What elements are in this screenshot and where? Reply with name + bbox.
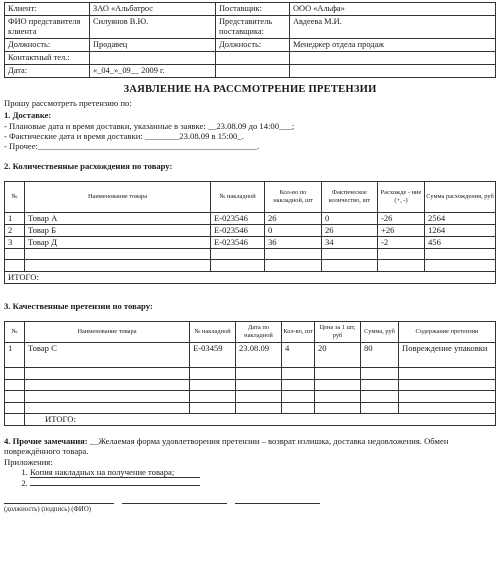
col-invoice-qty: Кол-во по накладной, шт	[265, 181, 322, 212]
attachments-list	[4, 467, 496, 489]
section3-heading: 3. Качественные претензии по товару:	[4, 300, 153, 311]
table-row: 3 Товар Д Е-023546 36 34 -2 456	[5, 236, 496, 248]
q-col-invoice: № накладной	[190, 322, 236, 343]
q-col-date: Дата по накладной	[236, 322, 282, 343]
signature-lines	[4, 503, 496, 504]
name-line	[235, 503, 320, 504]
quality-table	[4, 321, 496, 426]
date-label: Дата:	[5, 65, 90, 78]
q-col-price: Цена за 1 шт, руб	[315, 322, 361, 343]
col-invoice: № накладной	[211, 181, 265, 212]
supplier-label: Поставщик:	[216, 3, 290, 16]
col-number: №	[5, 181, 25, 212]
list-item	[30, 478, 496, 488]
position2-value: Менеджер отдела продаж	[290, 39, 496, 52]
q-col-qty: Кол-во, шт	[282, 322, 315, 343]
date-value: «_04_»_09__ 2009 г.	[90, 65, 216, 78]
position-line	[4, 503, 114, 504]
section1-line2: - Фактические дата и время доставки: ________23.08.09 в 15:00_.	[4, 130, 244, 141]
phone-label: Контактный тел.:	[5, 52, 90, 65]
q-col-sum: Сумма, руб	[361, 322, 399, 343]
table-row: 1 Товар А Е-023546 26 0 -26 2564	[5, 212, 496, 224]
table-row: 2 Товар Б Е-023546 0 26 +26 1264	[5, 224, 496, 236]
supplier-rep-label: Представитель поставщика:	[216, 16, 290, 39]
client-value: ЗАО «Альбатрос	[90, 3, 216, 16]
section1-line3: - Прочее:___________________________________________________.	[4, 141, 260, 152]
supplier-rep-value: Авдеева М.И.	[290, 16, 496, 39]
q-col-claim: Содержание претензии	[399, 322, 496, 343]
section2-heading: 2. Количественные расхождения по товару:	[4, 161, 173, 172]
section4-block	[4, 436, 496, 457]
table-row: 1 Товар С Е-03459 23.08.09 4 20 80 Повреждение упаковки	[5, 343, 496, 368]
q-total-label: ИТОГО:	[25, 414, 496, 426]
section1-heading: 1. Доставке:	[4, 110, 52, 121]
section4-heading: 4. Прочие замечания:	[4, 436, 88, 447]
col-difference: Расхожде - ние (+, -)	[378, 181, 425, 212]
position-label: Должность:	[5, 39, 90, 52]
header-table	[4, 2, 496, 78]
col-diff-sum: Сумма расхождения, руб	[425, 181, 496, 212]
total-row	[5, 271, 496, 283]
table-row	[5, 368, 496, 380]
client-rep-label: ФИО представителя клиента	[5, 16, 90, 39]
section1-line1: - Плановые дата и время доставки, указанные в заявке: __23.08.09 до 14:00___;	[4, 120, 295, 131]
total-label: ИТОГО:	[5, 271, 496, 283]
total-row	[5, 414, 496, 426]
document-title: ЗАЯВЛЕНИЕ НА РАССМОТРЕНИЕ ПРЕТЕНЗИИ	[123, 84, 377, 95]
col-actual-qty: Фактическое количество, шт	[322, 181, 378, 212]
signature-line	[122, 503, 227, 504]
table-row	[5, 260, 496, 272]
supplier-value: ООО «Альфа»	[290, 3, 496, 16]
phone2-value	[290, 52, 496, 65]
table-row	[5, 248, 496, 260]
q-col-product: Наименование товара	[25, 322, 190, 343]
signature-caption: (должность) (подпись) (ФИО)	[4, 505, 92, 513]
table-row	[5, 402, 496, 414]
table-row	[5, 379, 496, 391]
quantity-table	[4, 181, 496, 284]
phone-value	[90, 52, 216, 65]
position2-label: Должность:	[216, 39, 290, 52]
list-item: 1. Копия накладных на получение товара;	[30, 467, 496, 478]
table-row	[5, 391, 496, 403]
col-product: Наименование товара	[25, 181, 211, 212]
attachments-label: Приложения:	[4, 456, 53, 467]
phone2-label	[216, 52, 290, 65]
client-label: Клиент:	[5, 3, 90, 16]
intro-text: Прошу рассмотреть претензию по:	[4, 98, 132, 108]
client-rep-value: Силуянов В.Ю.	[90, 16, 216, 39]
date2-value	[290, 65, 496, 78]
q-col-number: №	[5, 322, 25, 343]
claim-form	[4, 2, 496, 513]
section4-text: __Желаемая форма удовлетворения претензии – возврат излишка, доставка недовложения. Обмен повреждённого товара.	[4, 436, 449, 457]
date2-label	[216, 65, 290, 78]
position-value: Продавец	[90, 39, 216, 52]
